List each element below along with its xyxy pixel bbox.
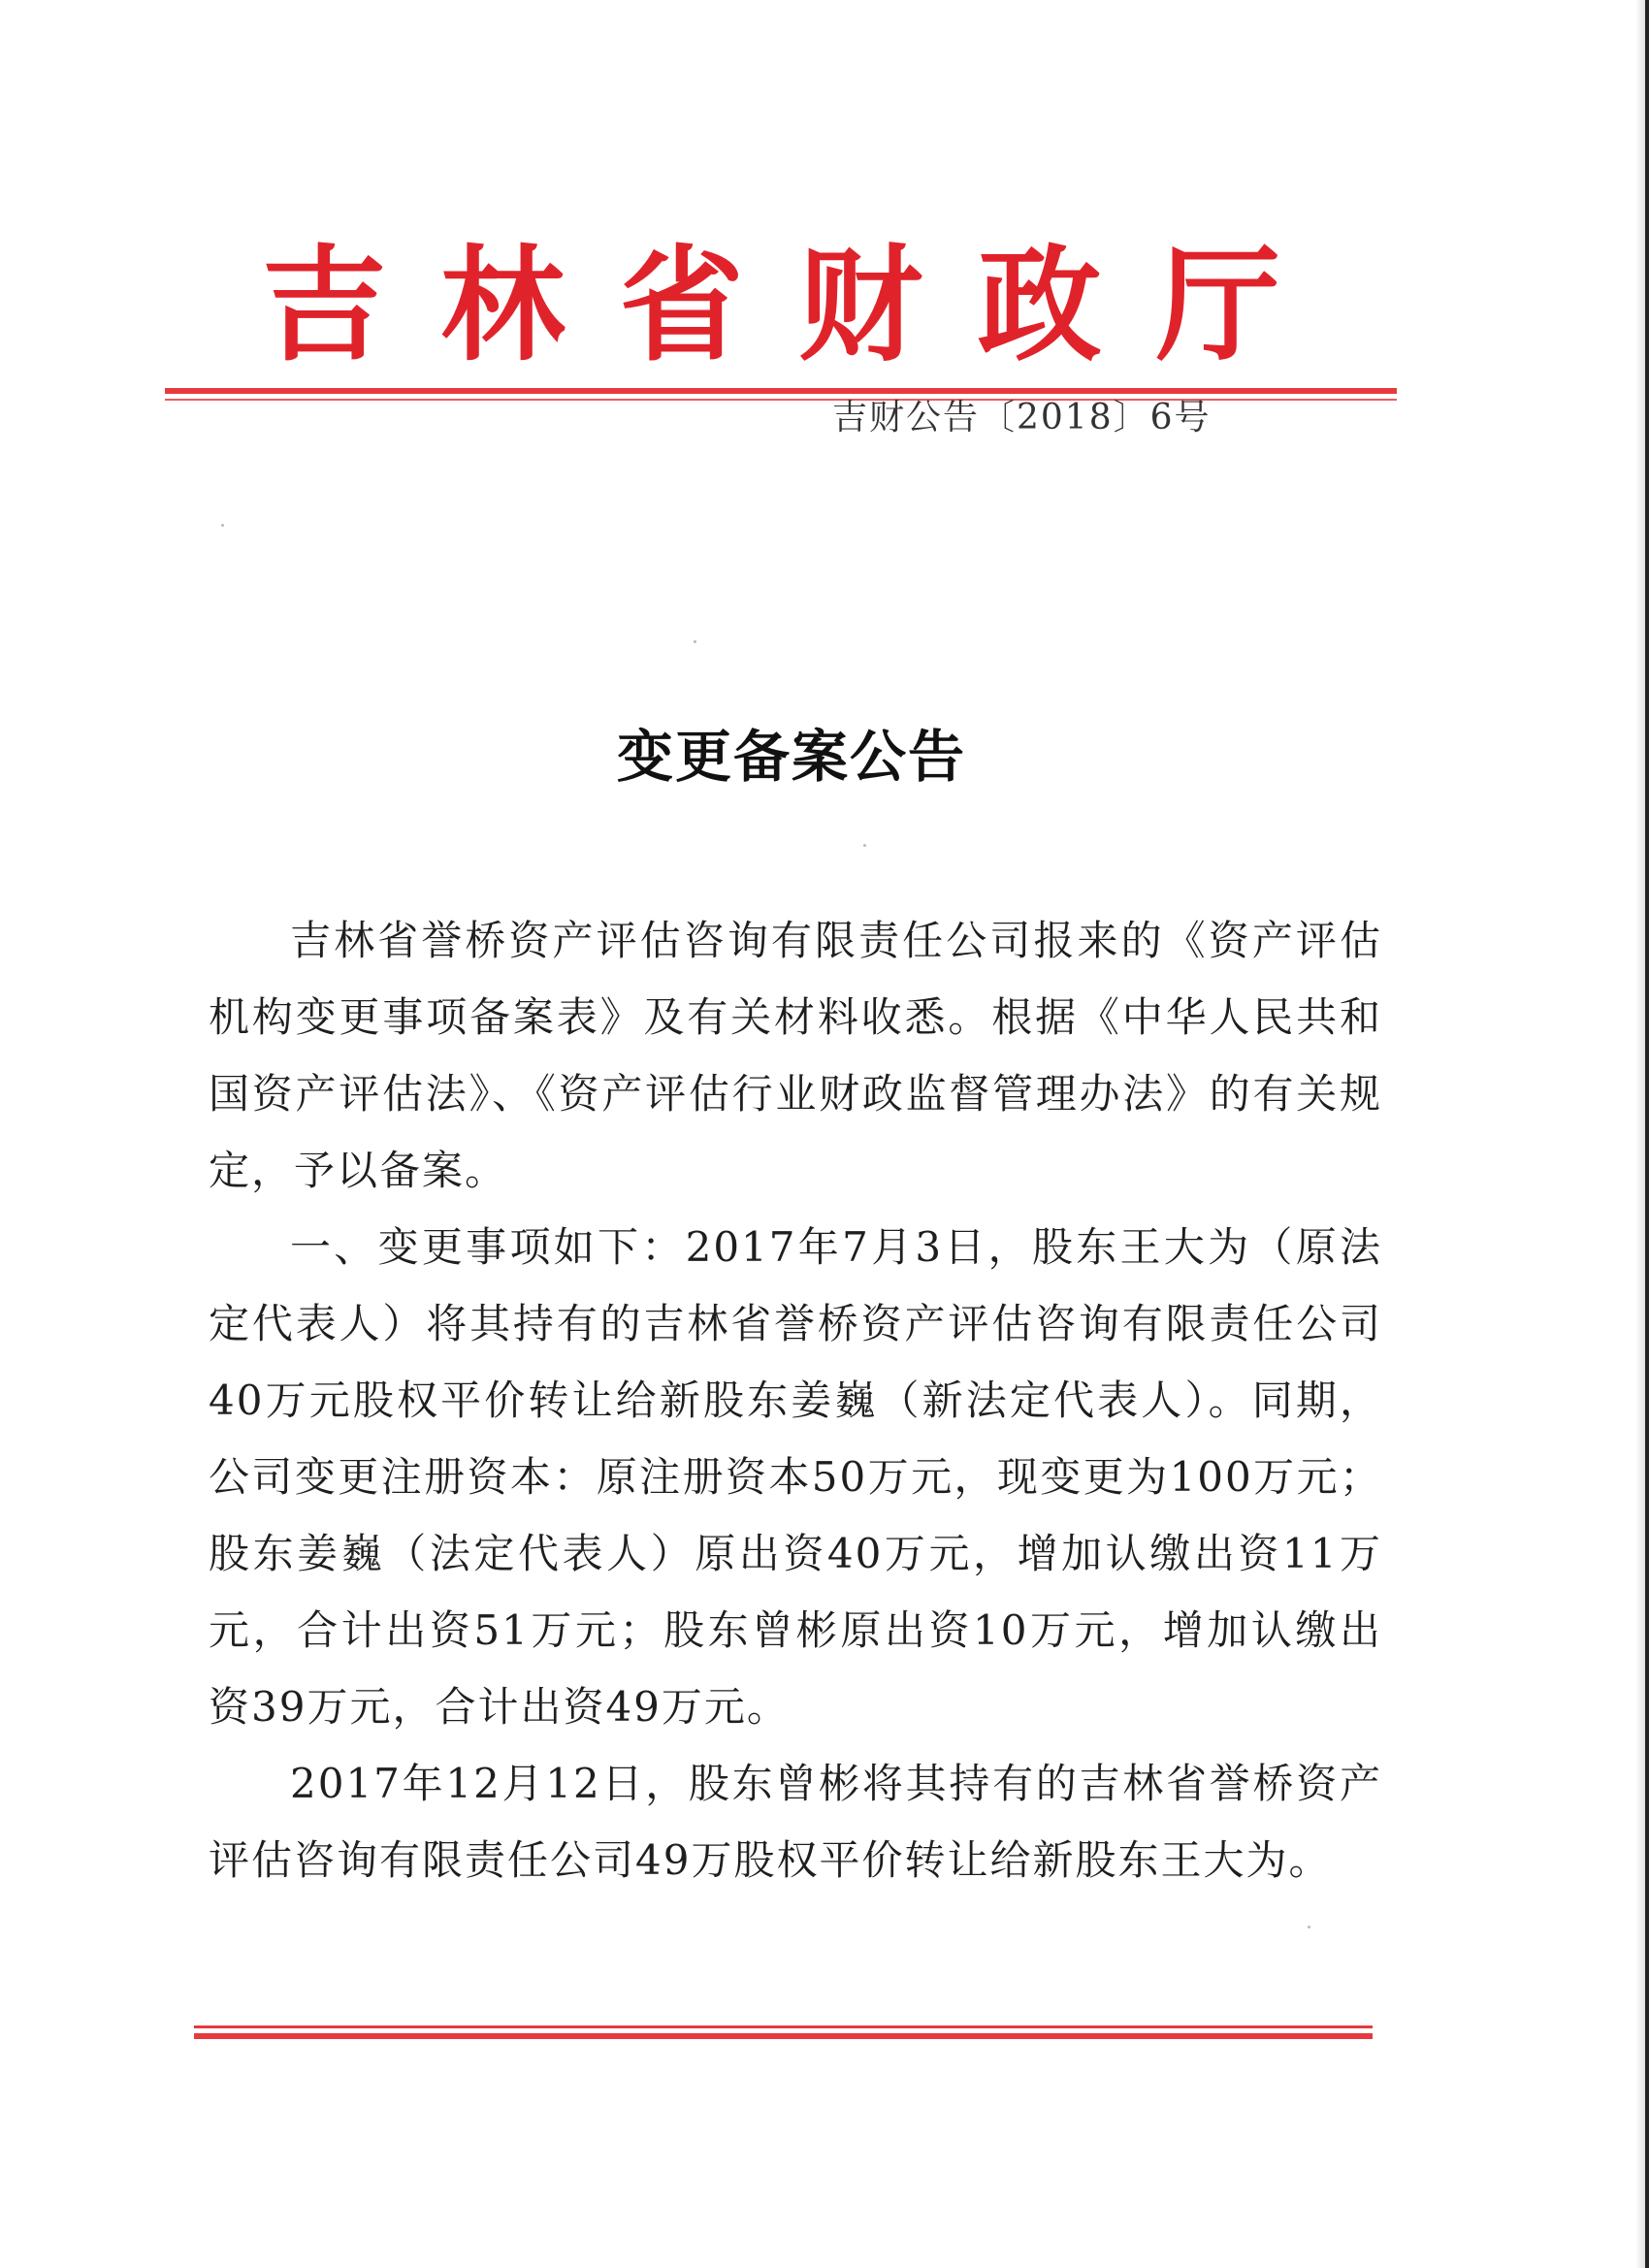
masthead-char-5: 政: [977, 233, 1102, 378]
body-paragraph-3: 2017年12月12日，股东曾彬将其持有的吉林省誉桥资产评估咨询有限责任公司49万股权平价转让给新股东王大为。: [209, 1760, 1382, 1884]
masthead-char-4: 财: [798, 233, 923, 378]
header-rule-thick: [165, 388, 1397, 394]
body-paragraph-1: 吉林省誉桥资产评估咨询有限责任公司报来的《资产评估机构变更事项备案表》及有关材料收悉。根据《中华人民共和国资产评估法》、《资产评估行业财政监督管理办法》的有关规定，予以备案。: [209, 917, 1382, 1194]
scan-speck: [221, 524, 224, 527]
page-edge: [1645, 0, 1649, 2268]
scan-speck: [694, 640, 696, 643]
document-title: 变更备案公告: [616, 724, 966, 790]
page-edge-shadow: [1635, 0, 1645, 2268]
scan-speck: [863, 844, 866, 847]
scan-speck: [1308, 1926, 1310, 1928]
body-paragraph-2: 一、变更事项如下：2017年7月3日，股东王大为（原法定代表人）将其持有的吉林省誉桥资产评估咨询有限责任公司40万元股权平价转让给新股东姜巍（新法定代表人）。同期，公司变更注册资本：原注册资本50万元，现变更为100万元；股东姜巍（法定代表人）原出资40万元，增加认缴出资11万元，合计出资51万元；股东曾彬原出资10万元，增加认缴出资39万元，合计出资49万元。: [209, 1223, 1382, 1731]
masthead-char-6: 厅: [1155, 233, 1280, 378]
document-body: [209, 902, 1382, 1898]
header-rule-thin: [165, 399, 1397, 401]
footer-rule-thin: [194, 2025, 1373, 2028]
masthead-title: [262, 233, 1280, 378]
document-number: 吉财公告〔2018〕6号: [832, 398, 1212, 437]
masthead-char-3: 省: [619, 233, 744, 378]
masthead-char-1: 吉: [262, 233, 387, 378]
masthead-char-2: 林: [440, 233, 566, 378]
footer-rule-thick: [194, 2033, 1373, 2039]
